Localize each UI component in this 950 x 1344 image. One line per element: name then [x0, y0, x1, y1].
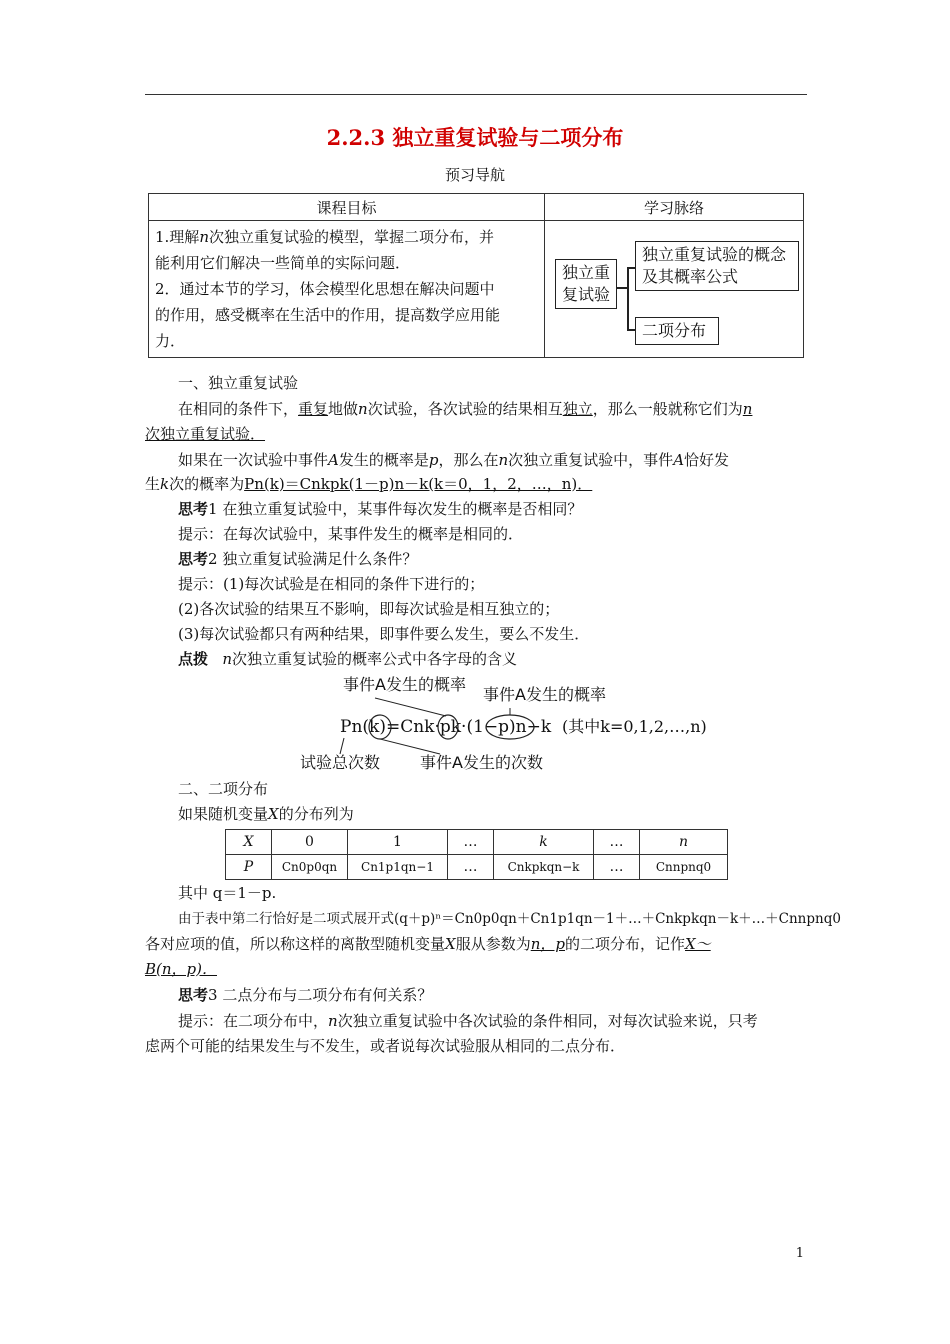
tip: 点拨 n次独立重复试验的概率公式中各字母的含义: [178, 650, 518, 668]
paragraph: B(n，p)．: [145, 960, 217, 978]
goal-line-3: 2．通过本节的学习，体会模型化思想在解决问题中: [155, 280, 495, 298]
table-cell: k: [494, 830, 594, 855]
flow-root-box: 独立重复试验: [555, 259, 617, 309]
paragraph: 各对应项的值，所以称这样的离散型随机变量X服从参数为n，p的二项分布，记作X～: [145, 935, 711, 953]
hint-3-b: 虑两个可能的结果发生与不发生，或者说每次试验服从相同的二点分布．: [145, 1037, 626, 1055]
table-cell: Cn0p0qn: [272, 855, 348, 880]
circle-p: [438, 715, 458, 739]
table-cell: Cn1p1qn−1: [348, 855, 448, 880]
table-cell: Cnkpkqn−k: [494, 855, 594, 880]
binomial-probability-formula: Pn(k)＝Cnkpk(1－p)n－k(k＝0，1，2，…，n)．: [244, 475, 593, 493]
flow-branch-1: 独立重复试验的概念及其概率公式: [635, 241, 799, 291]
callout-line: [380, 739, 440, 754]
formula-figure: [300, 672, 707, 782]
flow-connector: [627, 267, 635, 269]
think-3: 思考3 二点分布与二项分布有何关系？: [178, 986, 433, 1004]
table-cell: Cnnpnq0: [640, 855, 728, 880]
label-not-a: 事件A发生的概率: [483, 685, 606, 704]
formula-main: Pn(k)=Cnk·pk·(1−p)n−k: [340, 717, 552, 737]
hint-2-c: (3)每次试验都只有两种结果，即事件要么发生，要么不发生．: [178, 625, 590, 643]
paragraph: 次独立重复试验．: [145, 425, 266, 443]
hint-1: 提示：在每次试验中，某事件发生的概率是相同的．: [178, 525, 524, 543]
flow-branch-2: 二项分布: [635, 317, 719, 345]
flow-cell: [545, 221, 804, 358]
table-cell: 1: [348, 830, 448, 855]
table-row: [226, 830, 728, 855]
label-total: 试验总次数: [300, 753, 381, 772]
section-2-heading: 二、二项分布: [178, 780, 269, 798]
table-cell: P: [226, 855, 272, 880]
flow-connector: [627, 267, 629, 329]
formula-note: (其中k=0,1,2,…,n): [562, 717, 707, 736]
hint-3-a: 提示：在二项分布中，n次独立重复试验中各次试验的条件相同，对每次试验来说，只考: [178, 1012, 758, 1030]
table-cell: …: [594, 830, 640, 855]
paragraph: 如果在一次试验中事件A发生的概率是p，那么在n次独立重复试验中，事件A恰好发: [178, 451, 730, 469]
label-times: 事件A发生的次数: [420, 753, 543, 772]
think-2: 思考2 独立重复试验满足什么条件？: [178, 550, 418, 568]
distribution-table: [225, 829, 728, 880]
callout-line: [375, 698, 446, 716]
section-subtitle: 预习导航: [444, 166, 505, 184]
table-cell: n: [640, 830, 728, 855]
header-rule: [145, 94, 807, 95]
goals-cell: [149, 221, 545, 358]
page-number: 1: [795, 1246, 804, 1261]
flow-connector: [617, 287, 627, 289]
paragraph: 如果随机变量X的分布列为: [178, 805, 354, 823]
hint-2-a: 提示：(1)每次试验是在相同的条件下进行的；: [178, 575, 485, 593]
page-title: 2.2.3 独立重复试验与二项分布: [326, 125, 624, 150]
paragraph: 其中 q＝1－p.: [178, 884, 277, 902]
section-1-heading: 一、独立重复试验: [178, 374, 299, 392]
table-cell: …: [448, 830, 494, 855]
flow-connector: [627, 329, 635, 331]
col-header-goals: 课程目标: [149, 194, 545, 221]
hint-2-b: (2)各次试验的结果互不影响，即每次试验是相互独立的；: [178, 600, 560, 618]
table-row: [226, 855, 728, 880]
paragraph: 由于表中第二行恰好是二项式展开式(q＋p)ⁿ＝Cn0p0qn＋Cn1p1qn－1＋…＋Cnkpkqn－k＋…＋Cnnpnq0: [178, 911, 841, 927]
goal-line-5: 力．: [155, 332, 186, 350]
circle-one-minus-p: [486, 715, 534, 739]
goal-line-1: 1.理解n次独立重复试验的模型，掌握二项分布，并: [155, 228, 494, 246]
paragraph: 生k次的概率为Pn(k)＝Cnkpk(1－p)n－k(k＝0，1，2，…，n)．: [145, 475, 593, 493]
table-cell: …: [594, 855, 640, 880]
goal-line-4: 的作用，感受概率在生活中的作用，提高数学应用能: [155, 306, 501, 324]
goal-line-2: 能利用它们解决一些简单的实际问题．: [155, 254, 411, 272]
think-1: 思考1 在独立重复试验中，某事件每次发生的概率是否相同？: [178, 500, 583, 518]
paragraph: 在相同的条件下，重复地做n次试验，各次试验的结果相互独立，那么一般就称它们为n: [178, 400, 753, 418]
circle-k: [369, 715, 391, 739]
table-cell: 0: [272, 830, 348, 855]
table-cell: X: [226, 830, 272, 855]
table-cell: …: [448, 855, 494, 880]
callout-line: [340, 738, 344, 754]
col-header-flow: 学习脉络: [545, 194, 804, 221]
label-p-a: 事件A发生的概率: [343, 675, 466, 694]
preview-table: [148, 193, 804, 358]
